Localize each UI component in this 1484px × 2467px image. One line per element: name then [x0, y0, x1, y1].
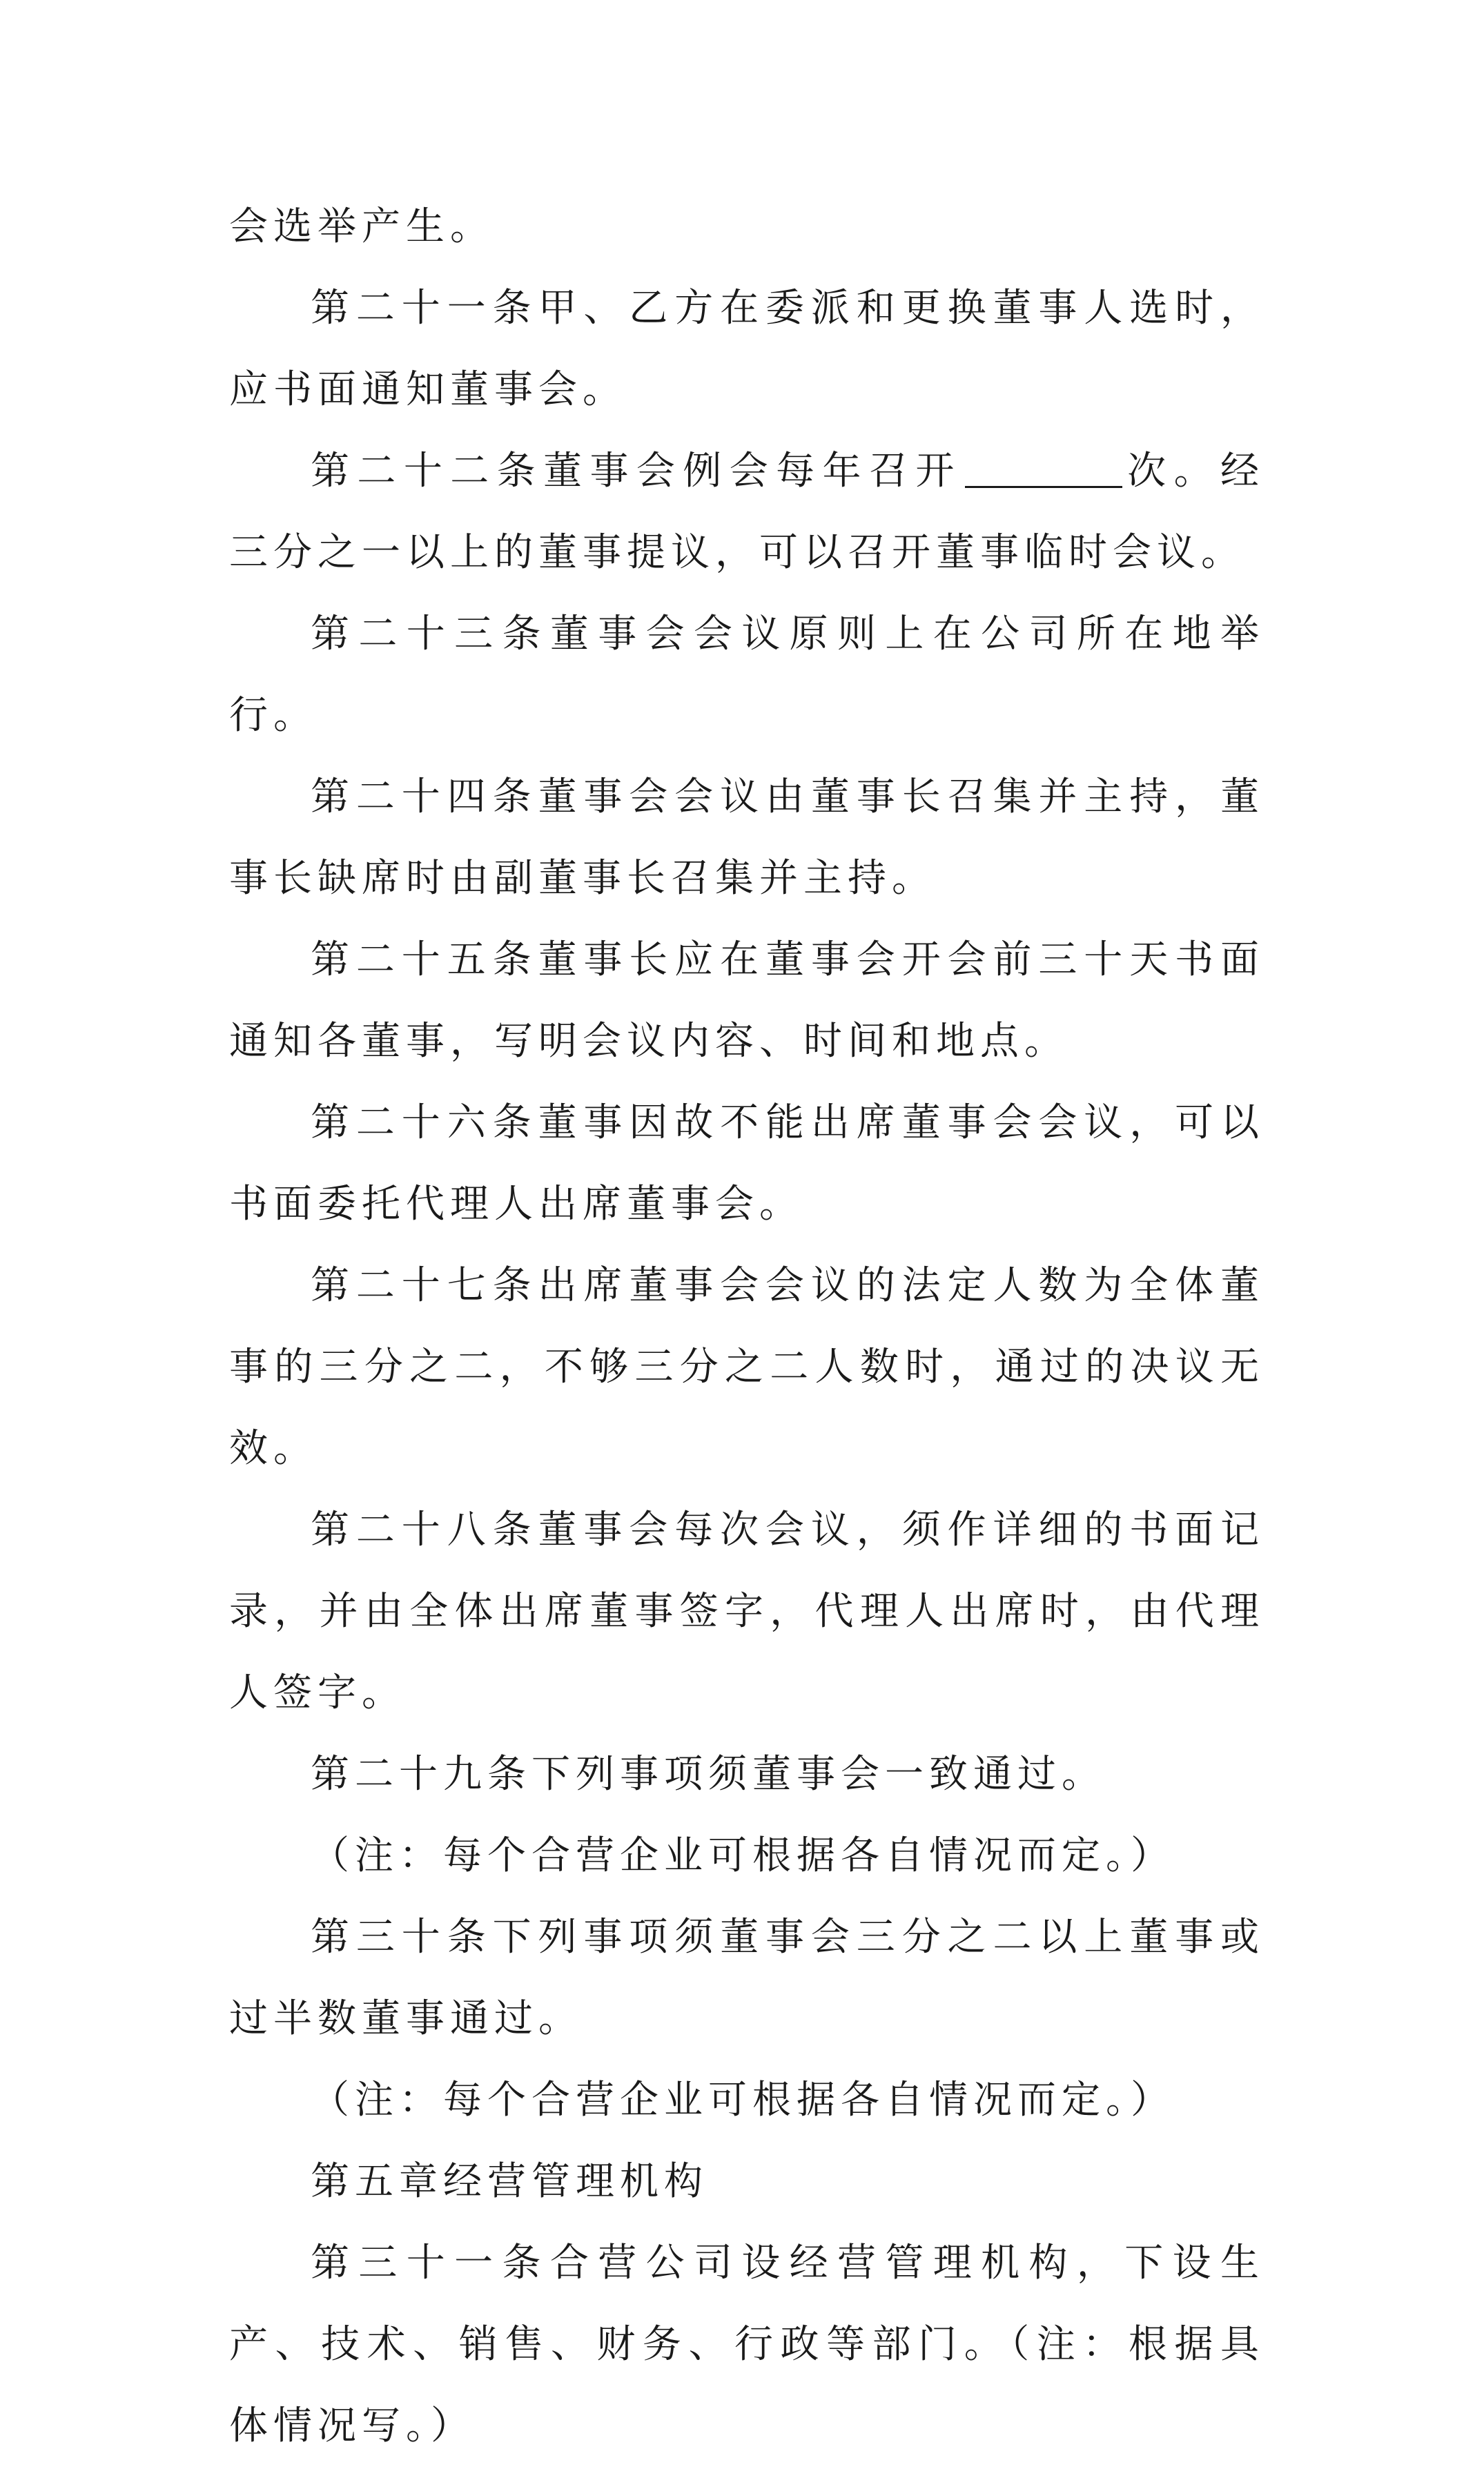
article-23: 第二十三条董事会会议原则上在公司所在地举行。 [229, 612, 1265, 738]
article-30: 第三十条下列事项须董事会三分之二以上董事或过半数董事通过。 [229, 1915, 1265, 2041]
article-29: 第二十九条下列事项须董事会一致通过。 [311, 1752, 1106, 1797]
article-22 [229, 431, 1265, 594]
article-27: 第二十七条出席董事会会议的法定人数为全体董事的三分之二，不够三分之二人数时，通过的决议无效。 [229, 1263, 1265, 1471]
article-22-lead: 第二十二条董事会例会每年召开 [311, 449, 962, 494]
article-21: 第二十一条甲、乙方在委派和更换董事人选时，应书面通知董事会。 [229, 286, 1265, 412]
document-body [229, 186, 1265, 2467]
note-30: （注：每个合营企业可根据各自情况而定。） [311, 2078, 1175, 2123]
note-29: （注：每个合营企业可根据各自情况而定。） [311, 1833, 1175, 1878]
article-31: 第三十一条合营公司设经营管理机构，下设生产、技术、销售、财务、行政等部门。（注：根据具体情况写。） [229, 2241, 1265, 2448]
article-26: 第二十六条董事因故不能出席董事会会议，可以书面委托代理人出席董事会。 [229, 1100, 1265, 1227]
article-28: 第二十八条董事会每次会议，须作详细的书面记录，并由全体出席董事签字，代理人出席时，由代理人签字。 [229, 1508, 1265, 1715]
article-22-tail: 次。经三分之一以上的董事提议，可以召开董事临时会议。 [229, 449, 1265, 575]
article-24: 第二十四条董事会会议由董事长召集并主持，董事长缺席时由副董事长召集并主持。 [229, 774, 1265, 901]
fill-in-blank [965, 447, 1122, 488]
paragraph-continuation: 会选举产生。 [229, 204, 494, 249]
chapter-5-heading: 第五章经营管理机构 [311, 2159, 708, 2204]
article-25: 第二十五条董事长应在董事会开会前三十天书面通知各董事，写明会议内容、时间和地点。 [229, 937, 1265, 1064]
